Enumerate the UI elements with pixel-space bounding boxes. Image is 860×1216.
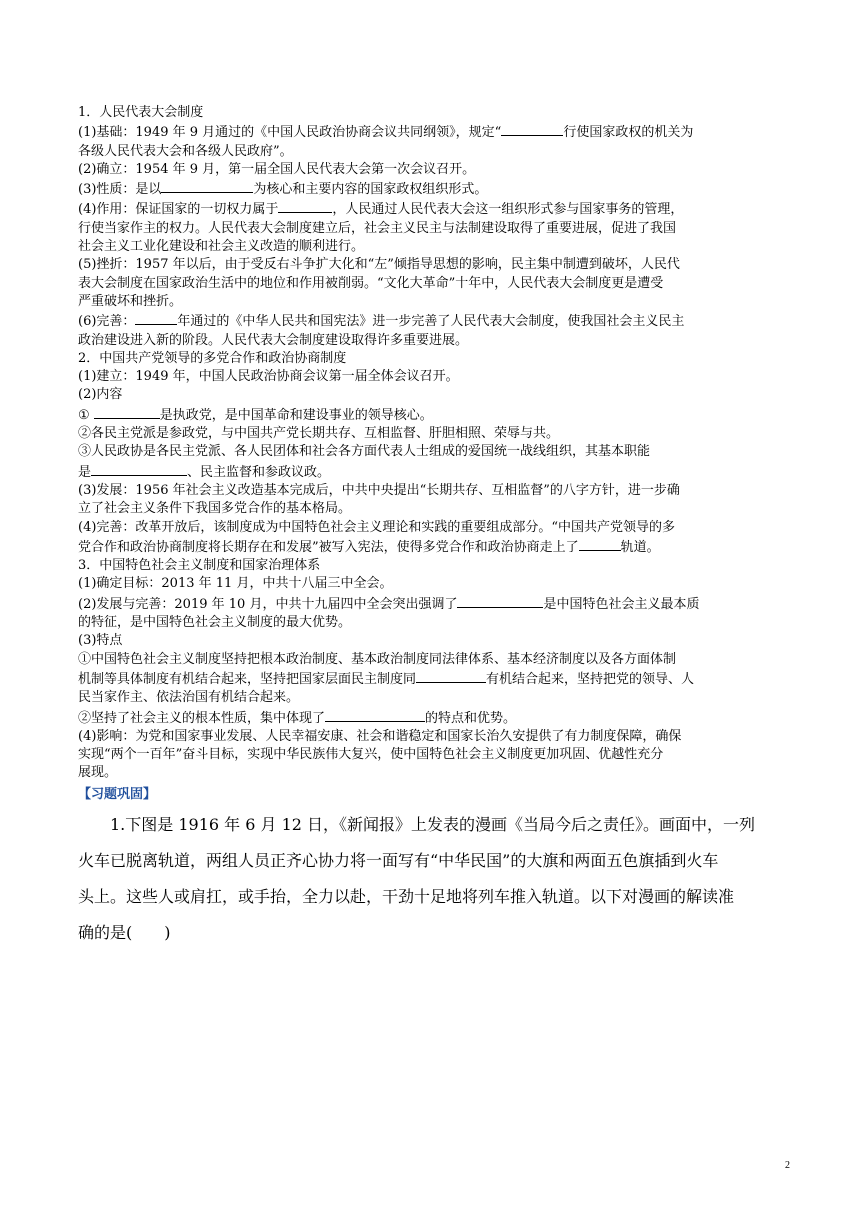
text-segment: ① (78, 407, 94, 423)
text-segment: 是 (78, 464, 92, 480)
text-line (78, 651, 786, 669)
text-segment: (2)发展与完善：2019 年 10 月，中共十九届四中全会突出强调了 (78, 596, 458, 612)
text-line (78, 708, 786, 728)
content-body (78, 104, 786, 951)
fill-blank[interactable] (457, 594, 543, 608)
text-line (78, 632, 786, 650)
text-segment: 年通过的《中华人民共和国宪法》进一步完善了人民代表大会制度，使我国社会主义民主 (177, 314, 685, 330)
text-segment: 实现“两个一百年”奋斗目标，实现中华民族伟大复兴，使中国特色社会主义制度更加巩固、优越性充分 (78, 747, 664, 763)
text-segment: (3)发展：1956 年社会主义改造基本完成后，中共中央提出“长期共存、互相监督”的八字方针，进一步确 (78, 482, 680, 498)
text-line (78, 386, 786, 404)
text-segment: 有机结合起来，坚持把党的领导、人 (486, 671, 695, 687)
text-line (78, 220, 786, 238)
text-segment: ，人民通过人民代表大会这一组织形式参与国家事务的管理， (332, 202, 684, 218)
text-line (78, 443, 786, 461)
text-line (78, 557, 786, 575)
text-line (78, 669, 786, 689)
text-line (78, 238, 786, 256)
text-line (78, 368, 786, 386)
text-segment: 党合作和政治协商制度将长期存在和发展”被写入宪法，使得多党合作和政治协商走上了 (78, 539, 579, 555)
text-segment: (2)确立：1954 年 9 月，第一届全国人民代表大会第一次会议召开。 (78, 161, 476, 177)
section-title: 【习题巩固】 (78, 786, 157, 802)
text-segment: ①中国特色社会主义制度坚持把根本政治制度、基本政治制度同法律体系、基本经济制度以及各方面体制 (78, 651, 677, 667)
text-segment: 为核心和主要内容的国家政权组织形式。 (253, 182, 488, 198)
text-segment: 立了社会主义条件下我国多党合作的基本格局。 (78, 501, 352, 517)
text-segment: 政治建设进入新的阶段。人民代表大会制度建设取得许多重要进展。 (78, 332, 469, 348)
question-line: 确的是( ) (78, 922, 171, 942)
text-segment: (5)挫折：1957 年以后，由于受反右斗争扩大化和“左”倾指导思想的影响，民主集中制遭到破坏，人民代 (78, 257, 680, 273)
text-segment: 行使国家政权的机关为 (563, 125, 694, 141)
text-segment: 民当家作主、依法治国有机结合起来。 (78, 690, 300, 706)
text-segment: 机制等具体制度有机结合起来，坚持把国家层面民主制度同 (78, 671, 417, 687)
text-segment: (4)完善：改革开放后，该制度成为中国特色社会主义理论和实践的重要组成部分。“中国共产党领导的多 (78, 519, 676, 535)
text-segment: (2)内容 (78, 387, 123, 403)
text-segment: (3)特点 (78, 633, 123, 649)
text-line (78, 405, 786, 425)
text-line (78, 746, 786, 764)
page-number: 2 (785, 1160, 790, 1171)
text-segment: (3)性质：是以 (78, 182, 162, 198)
text-line (78, 728, 786, 746)
text-line (78, 293, 786, 311)
text-line (78, 500, 786, 518)
text-line (78, 275, 786, 293)
text-segment: 各级人民代表大会和各级人民政府”。 (78, 143, 293, 159)
text-line (78, 179, 786, 199)
text-line (78, 143, 786, 161)
text-line (78, 256, 786, 274)
text-line (78, 482, 786, 500)
text-segment: (4)作用：保证国家的一切权力属于 (78, 202, 279, 218)
text-line (78, 614, 786, 632)
text-segment: 行使当家作主的权力。人民代表大会制度建立后，社会主义民主与法制建设取得了重要进展，促进了我国 (78, 220, 677, 236)
fill-blank[interactable] (91, 462, 187, 476)
text-segment: ②坚持了社会主义的根本性质，集中体现了 (78, 710, 326, 726)
fill-blank[interactable] (94, 405, 160, 419)
text-segment: 是中国特色社会主义最本质 (543, 596, 700, 612)
text-line (78, 575, 786, 593)
question-line: 头上。这些人或肩扛，或手抬，全力以赴，干劲十足地将列车推入轨道。以下对漫画的解读准 (78, 886, 735, 906)
text-segment: 社会主义工业化建设和社会主义改造的顺利进行。 (78, 239, 365, 255)
text-segment: 1．人民代表大会制度 (78, 105, 204, 120)
text-line (78, 332, 786, 350)
text-line (78, 537, 786, 557)
text-line (78, 199, 786, 219)
text-segment: ②各民主党派是参政党，与中国共产党长期共存、互相监督、肝胆相照、荣辱与共。 (78, 426, 560, 442)
text-line (78, 311, 786, 331)
text-line (78, 104, 786, 122)
text-segment: 是执政党，是中国革命和建设事业的领导核心。 (159, 407, 433, 423)
text-segment: 轨道。 (620, 539, 660, 555)
question-1 (78, 807, 786, 951)
fill-blank[interactable] (416, 669, 486, 683)
text-line (78, 462, 786, 482)
text-line (78, 122, 786, 142)
question-line: 火车已脱离轨道，两组人员正齐心协力将一面写有“中华民国”的大旗和两面五色旗插到火车 (78, 850, 719, 870)
fill-blank[interactable] (135, 311, 177, 325)
text-segment: 严重破坏和挫折。 (78, 293, 183, 309)
fill-blank[interactable] (325, 708, 425, 722)
text-segment: (1)建立：1949 年，中国人民政治协商会议第一届全体会议召开。 (78, 369, 459, 385)
text-segment: 2．中国共产党领导的多党合作和政治协商制度 (78, 350, 347, 366)
text-segment: (1)确定目标：2013 年 11 月，中共十八届三中全会。 (78, 576, 393, 592)
text-segment: (6)完善： (78, 314, 136, 330)
text-segment: ③人民政协是各民主党派、各人民团体和社会各方面代表人士组成的爱国统一战线组织，其基本职能 (78, 444, 651, 460)
text-segment: 展现。 (78, 765, 118, 781)
text-segment: 的特点和优势。 (425, 710, 517, 726)
text-segment: 表大会制度在国家政治生活中的地位和作用被削弱。“文化大革命”十年中，人民代表大会制度更是遭受 (78, 275, 664, 291)
fill-blank[interactable] (161, 179, 253, 193)
fill-blank[interactable] (579, 537, 621, 551)
text-line (78, 689, 786, 707)
question-line: 1.下图是 1916 年 6 月 12 日，《新闻报》上发表的漫画《当局今后之责任》。画面中，一列 (110, 814, 756, 834)
text-segment: (4)影响：为党和国家事业发展、人民幸福安康、社会和谐稳定和国家长治久安提供了有力制度保障，确保 (78, 728, 682, 744)
fill-blank[interactable] (501, 122, 563, 136)
text-segment: 的特征，是中国特色社会主义制度的最大优势。 (78, 615, 352, 631)
text-line (78, 161, 786, 179)
text-line (78, 425, 786, 443)
fill-blank[interactable] (278, 199, 332, 213)
notes-section (78, 104, 786, 783)
text-line (78, 764, 786, 782)
text-segment: 3．中国特色社会主义制度和国家治理体系 (78, 558, 321, 574)
text-segment: (1)基础：1949 年 9 月通过的《中国人民政治协商会议共同纲领》，规定“ (78, 125, 502, 141)
text-segment: 、民主监督和参政议政。 (187, 464, 331, 480)
text-line (78, 519, 786, 537)
text-line (78, 594, 786, 614)
text-line (78, 350, 786, 368)
